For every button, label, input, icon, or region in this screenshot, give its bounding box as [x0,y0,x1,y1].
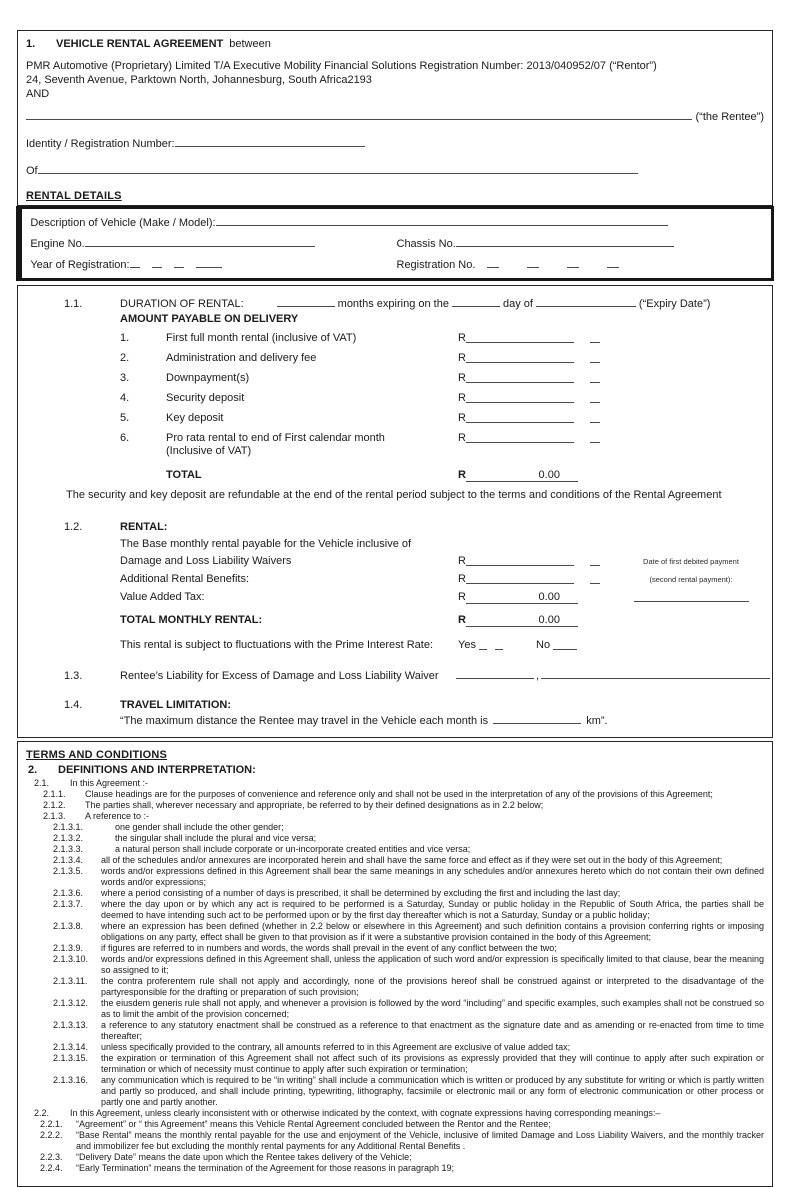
clause-number: 1.2. [64,521,83,534]
additional-benefits-label: Additional Rental Benefits: [120,573,250,586]
vat-field [458,591,616,604]
clause-number: 1. [26,38,36,50]
terms-clause-text: any communication which is required to be “in writing” shall include a communication which is written or produced by any substitute for writing or which is partly written and partly so produced, and shall include printing, typewriting, lithography, facsimile or electronic mail or any form of electronic communication or other process or partly one and partly another. [101,1075,764,1108]
expiry-month-blank [536,296,636,307]
amount-item-label: Key deposit [166,412,224,425]
cents-blank [590,332,600,343]
travel-limitation-heading: TRAVEL LIMITATION: [120,699,232,712]
duration-label: DURATION OF RENTAL: [120,298,244,311]
identity-number-label: Identity / Registration Number: [26,138,175,150]
terms-clause-row [43,811,764,822]
terms-clause-text: all of the schedules and/or annexures are incorporated herein and shall have the same force and effect as if they were set out in the body of this Agreement; [101,855,723,866]
terms-clause-number: 2.1.3.8. [53,921,84,932]
rentee-name-row [18,109,772,123]
excess-liability-field [456,668,772,682]
cents-blank [590,573,600,584]
comma-mark: , [536,670,540,683]
amount-items-list [18,332,772,458]
clause-number: 1.3. [64,670,83,683]
address-of-row [18,163,772,177]
duration-row [18,296,772,310]
currency-symbol: R [458,352,466,365]
title-between-text: between [229,38,271,50]
no-checkbox-blank [553,639,577,650]
terms-clause-text: unless specifically provided to the contrary, all amounts referred to in this Agreement are exclusive of value added tax; [101,1042,571,1053]
terms-clause-number: 2.1.3.14. [53,1042,89,1053]
terms-clause-row [40,1130,764,1152]
rental-heading: RENTAL: [120,521,168,534]
terms-clause-number: 2.1.3.4. [53,855,84,866]
rentee-suffix: (“the Rentee”) [695,111,764,123]
travel-limitation-text [120,713,772,727]
terms-clause-row [53,899,764,921]
terms-clause-text: a reference to any statutory enactment shall be construed as a reference to that enactment as the signature date and as amending or re-enacted from time to time thereafter; [101,1020,764,1042]
total-label: TOTAL [166,469,202,482]
amount-blank [466,372,574,383]
amount-blank [466,352,574,363]
deposit-refund-note: The security and key deposit are refundable at the end of the rental period subject to the terms and conditions of the Rental Agreement [66,489,722,502]
terms-clause-text: the singular shall include the plural and vice versa; [115,833,317,844]
amount-blank [466,432,574,443]
terms-clause-text: In this Agreement, unless clearly inconsistent with or otherwise indicated by the context, with cognate expressions having corresponding meanings:– [70,1108,661,1119]
monthly-total-row [120,614,772,627]
vehicle-description-label: Description of Vehicle (Make / Model): [30,217,216,229]
terms-clause-number: 2.1.3.6. [53,888,84,899]
terms-clause-number: 2.1.3.15. [53,1053,89,1064]
amount-value-field [458,372,600,384]
travel-text-after: km”. [586,715,608,728]
terms-clause-row [53,943,764,954]
engine-blank [85,236,315,247]
travel-limitation-row [18,699,772,711]
year-field [30,257,396,271]
terms-clause-number: 2.1.3.16. [53,1075,89,1086]
terms-clause-number: 2.1. [34,778,50,789]
amount-value-field [458,352,600,364]
terms-clause-number: 2.1.3.3. [53,844,84,855]
registration-field [397,257,763,271]
terms-clause-text: if figures are referred to in numbers and words, the words shall prevail in the event of any conflict between the two; [101,943,557,954]
terms-clause-row [53,1075,764,1108]
yes-checkbox-blank [479,639,487,650]
terms-clause-number: 2.1.3.2. [53,833,84,844]
cents-blank [590,412,600,423]
cents-blank [590,352,600,363]
terms-clause-row [53,888,764,899]
terms-clause-text: where an expression has been defined (whether in 2.2 below or elsewhere in this Agreement) and such definition contains a provision conferring rights or imposing obligations on any party, effect shall be given to that provision as if it were a substantive provision contained in the body of this Agreement; [101,921,764,943]
amount-item-row [120,432,772,458]
agreement-title-row [18,38,772,50]
additional-benefits-row [120,573,772,586]
rentor-address-line: 24, Seventh Avenue, Parktown North, Johannesburg, South Africa2193 [26,74,372,86]
chassis-field [397,236,763,250]
terms-clause-row [40,1119,764,1130]
terms-clause-text: A reference to :- [85,811,150,822]
terms-clause-text: “Base Rental” means the monthly rental payable for the use and enjoyment of the Vehicle, inclusive of limited Damage and Loss Liability Waivers, and the monthly tracker and immobilizer fee but excluding the monthly rental payments for any Additional Rental Benefits . [76,1130,764,1152]
terms-clause-row [53,833,764,844]
terms-clause-number: 2.2. [34,1108,50,1119]
amount-item-number: 3. [120,372,130,385]
chassis-blank [456,236,674,247]
terms-clause-row [43,789,764,800]
duration-content [120,296,710,310]
of-label: Of [26,165,38,177]
amount-item-row [120,372,772,385]
terms-clause-text: “Agreement” or “ this Agreement” means this Vehicle Rental Agreement concluded between the Rentor and the Rentee; [76,1119,551,1130]
amount-blank [466,392,574,403]
no-label: No [536,639,551,652]
terms-clause-row [40,1152,764,1163]
terms-clause-number: 2.1.3.1. [53,822,84,833]
excess-blank-long [541,668,770,679]
rental-heading-row [18,521,772,533]
monthly-total-value: 0.00 [466,614,578,627]
excess-blank [456,668,534,679]
vat-row [120,591,772,604]
yes-label: Yes [458,639,476,652]
address-blank [38,163,638,174]
expiry-date-suffix: (“Expiry Date”) [638,298,711,311]
definitions-heading-row [26,763,764,778]
chassis-label: Chassis No. [396,238,456,250]
currency-symbol: R [458,555,466,568]
terms-clause-text: the contra proferentem rule shall not apply and accordingly, none of the provisions hereof shall be construed against or interpreted to the disadvantage of the partyresponsible for the drafting or preparation of such provision; [101,976,764,998]
terms-clause-number: 2.1.1. [43,789,66,800]
terms-clause-text: words and/or expressions defined in this Agreement shall, unless the application of such word and/or expression is specifically limited to that clause, bear the meaning so assigned to it; [101,954,764,976]
yes-checkbox-blank [495,639,503,650]
amount-item-number: 5. [120,412,130,425]
year-blank [174,257,184,268]
currency-symbol: R [458,332,466,345]
clause-number: 1.4. [64,699,83,712]
registration-blank [607,257,619,268]
currency-symbol: R [458,614,466,627]
total-value: 0.00 [466,469,578,482]
terms-clause-text: the eiusdem generis rule shall not apply, and whenever a provision is followed by the word “including” and specific examples, such examples shall not be construed so as to limit the ambit of the provision concerned; [101,998,764,1020]
terms-clause-row [53,976,764,998]
terms-clause-row [34,1108,764,1119]
terms-clause-number: 2.2.1. [40,1119,63,1130]
rental-intro-row [120,538,772,550]
definitions-heading: DEFINITIONS AND INTERPRETATION: [58,764,256,777]
damage-waiver-label: Damage and Loss Liability Waivers [120,555,292,568]
terms-clause-number: 2.1.3.9. [53,943,84,954]
excess-liability-label: Rentee’s Liability for Excess of Damage and Loss Liability Waiver [120,670,439,683]
terms-clause-number: 2.1.3. [43,811,66,822]
amount-item-row [120,352,772,365]
amount-blank [466,412,574,423]
engine-chassis-row [30,236,762,250]
vehicle-description-row [30,215,762,229]
terms-clause-text: Clause headings are for the purposes of convenience and reference only and shall not be used in the interpretation of any of the provisions of this Agreement; [85,789,713,800]
terms-clause-text: “Early Termination” means the termination of the Agreement for those reasons in paragraph 19; [76,1163,455,1174]
terms-clause-text: The parties shall, wherever necessary and appropriate, be referred to by their defined designations as in 2.2 below; [85,800,544,811]
year-blank [130,257,140,268]
terms-clause-number: 2.1.3.12. [53,998,89,1009]
engine-label: Engine No. [30,238,85,250]
terms-clause-number: 2.1.3.7. [53,899,84,910]
prime-rate-label: This rental is subject to fluctuations with the Prime Interest Rate: [120,639,434,652]
rental-intro-text: The Base monthly rental payable for the Vehicle inclusive of [120,538,412,551]
payment-date-blank [634,591,749,602]
registration-blank [527,257,539,268]
amount-value-field [458,392,600,404]
amount-blank [466,332,574,343]
terms-clause-row [53,998,764,1020]
terms-clause-text: where the day upon or by which any act is required to be performed is a Saturday, Sunday or public holiday in the Republic of South Africa, the parties shall be deemed to have intending such act to be performed upon or by the first day thereafter which is not a Saturday, Sunday or a public holiday; [101,899,764,921]
amount-item-label: Pro rata rental to end of First calendar month (Inclusive of VAT) [166,432,385,458]
terms-clause-number: 2.2.3. [40,1152,63,1163]
amount-item-row [120,412,772,425]
terms-clause-row [53,921,764,943]
vat-label: Value Added Tax: [120,591,205,604]
amount-item-row [120,332,772,345]
registration-blank [487,257,499,268]
vehicle-details-box [16,206,773,281]
terms-clause-number: 2.1.3.11. [53,976,88,987]
agreement-header-box [17,30,773,280]
travel-text-before: “The maximum distance the Rentee may travel in the Vehicle each month is [120,715,489,728]
terms-clause-number: 2.1.3.10. [53,954,89,965]
terms-clause-row [34,778,764,789]
distance-blank [493,713,581,724]
terms-clause-text: where a period consisting of a number of days is prescribed, it shall be determined by excluding the first and including the last day; [101,888,621,899]
terms-clause-row [53,954,764,976]
vat-value: 0.00 [466,591,578,604]
amount-item-number: 2. [120,352,130,365]
clause-number: 1.1. [64,298,83,311]
rentee-name-blank [26,109,692,120]
prime-rate-row [120,639,772,652]
currency-symbol: R [458,469,466,482]
delivery-total-row [120,469,772,482]
amount-item-label: Downpayment(s) [166,372,250,385]
terms-clause-row [40,1163,764,1174]
second-payment-note: (second rental payment): [649,575,733,585]
payment-date-blank-wrap [616,591,766,602]
expiry-day-blank [452,296,500,307]
currency-symbol: R [458,392,466,405]
year-label: Year of Registration: [30,259,130,271]
amount-item-number: 6. [120,432,130,445]
rental-details-heading: RENTAL DETAILS [18,187,772,206]
currency-symbol: R [458,412,466,425]
rental-clause-block [18,521,772,652]
terms-clause-number: 2.1.3.5. [53,866,84,877]
amount-item-number: 1. [120,332,130,345]
day-of-text: day of [502,298,533,311]
terms-clause-row [53,855,764,866]
year-blank [152,257,162,268]
identity-number-blank [175,136,365,147]
amount-item-row [120,392,772,405]
amount-payable-heading: AMOUNT PAYABLE ON DELIVERY [120,313,299,326]
amount-value-field [458,332,600,344]
terms-clause-number: 2.1.3.13. [53,1020,89,1031]
amount-blank [466,573,574,584]
registration-label: Registration No. [396,259,476,271]
damage-waiver-field [458,555,616,567]
amount-item-label: First full month rental (inclusive of VAT) [166,332,357,345]
terms-clause-number: 2.2.4. [40,1163,63,1174]
terms-clause-row [53,1053,764,1075]
year-registration-row [30,257,762,271]
prime-rate-options [458,639,577,651]
terms-clause-list [26,778,764,1174]
cents-blank [590,432,600,443]
currency-symbol: R [458,591,466,604]
terms-clause-text: a natural person shall include corporate or un-incorporate created entities and vice versa; [115,844,471,855]
damage-waiver-row [120,555,772,568]
monthly-total-label: TOTAL MONTHLY RENTAL: [120,614,263,627]
terms-clause-text: the expiration or termination of this Agreement shall not affect such of its provisions as expressly provided that they will continue to apply after such expiration or termination or which of necessity must continue to apply after such expiration or termination; [101,1053,764,1075]
excess-liability-row [18,668,772,682]
terms-clause-row [53,1020,764,1042]
currency-symbol: R [458,432,466,445]
year-blank [196,257,222,268]
terms-and-conditions-box [17,741,773,1187]
and-label: AND [26,88,50,100]
duration-months-blank [277,296,335,307]
terms-clause-number: 2.1.2. [43,800,66,811]
registration-blank [567,257,579,268]
amount-item-label: Administration and delivery fee [166,352,317,365]
rental-terms-box [17,285,773,738]
terms-clause-text: In this Agreement :- [70,778,149,789]
terms-heading: TERMS AND CONDITIONS [26,749,168,762]
monthly-total-field [458,614,616,627]
identity-number-row [18,136,772,150]
cents-blank [590,372,600,383]
amount-item-label: Security deposit [166,392,245,405]
amount-value-field [458,412,600,424]
page-title: VEHICLE RENTAL AGREEMENT [56,38,224,50]
rentor-line: PMR Automotive (Proprietary) Limited T/A Executive Mobility Financial Solutions Registration Number: 2013/040952/07 (“Rentor”) [26,60,657,72]
amount-blank [466,555,574,566]
currency-symbol: R [458,573,466,586]
cents-blank [590,555,600,566]
terms-clause-row [53,822,764,833]
engine-field [30,236,396,250]
terms-clause-text: “Delivery Date” means the date upon which the Rentee takes delivery of the Vehicle; [76,1152,412,1163]
terms-clause-text: one gender shall include the other gender; [115,822,284,833]
months-expiring-text: months expiring on the [337,298,449,311]
currency-symbol: R [458,372,466,385]
cents-blank [590,392,600,403]
terms-clause-row [43,800,764,811]
amount-item-number: 4. [120,392,130,405]
vehicle-description-blank [216,215,668,226]
terms-clause-row [53,844,764,855]
clause-number: 2. [28,764,38,777]
first-payment-note: Date of first debited payment [643,557,739,567]
total-value-field [458,469,578,482]
additional-benefits-field [458,573,616,585]
terms-clause-row [53,866,764,888]
amount-value-field [458,432,600,444]
terms-clause-text: words and/or expressions defined in this Agreement shall bear the same meanings in any schedules and/or annexures hereto which do not contain their own defined words and/or expressions; [101,866,764,888]
terms-clause-row [53,1042,764,1053]
terms-clause-number: 2.2.2. [40,1130,63,1141]
